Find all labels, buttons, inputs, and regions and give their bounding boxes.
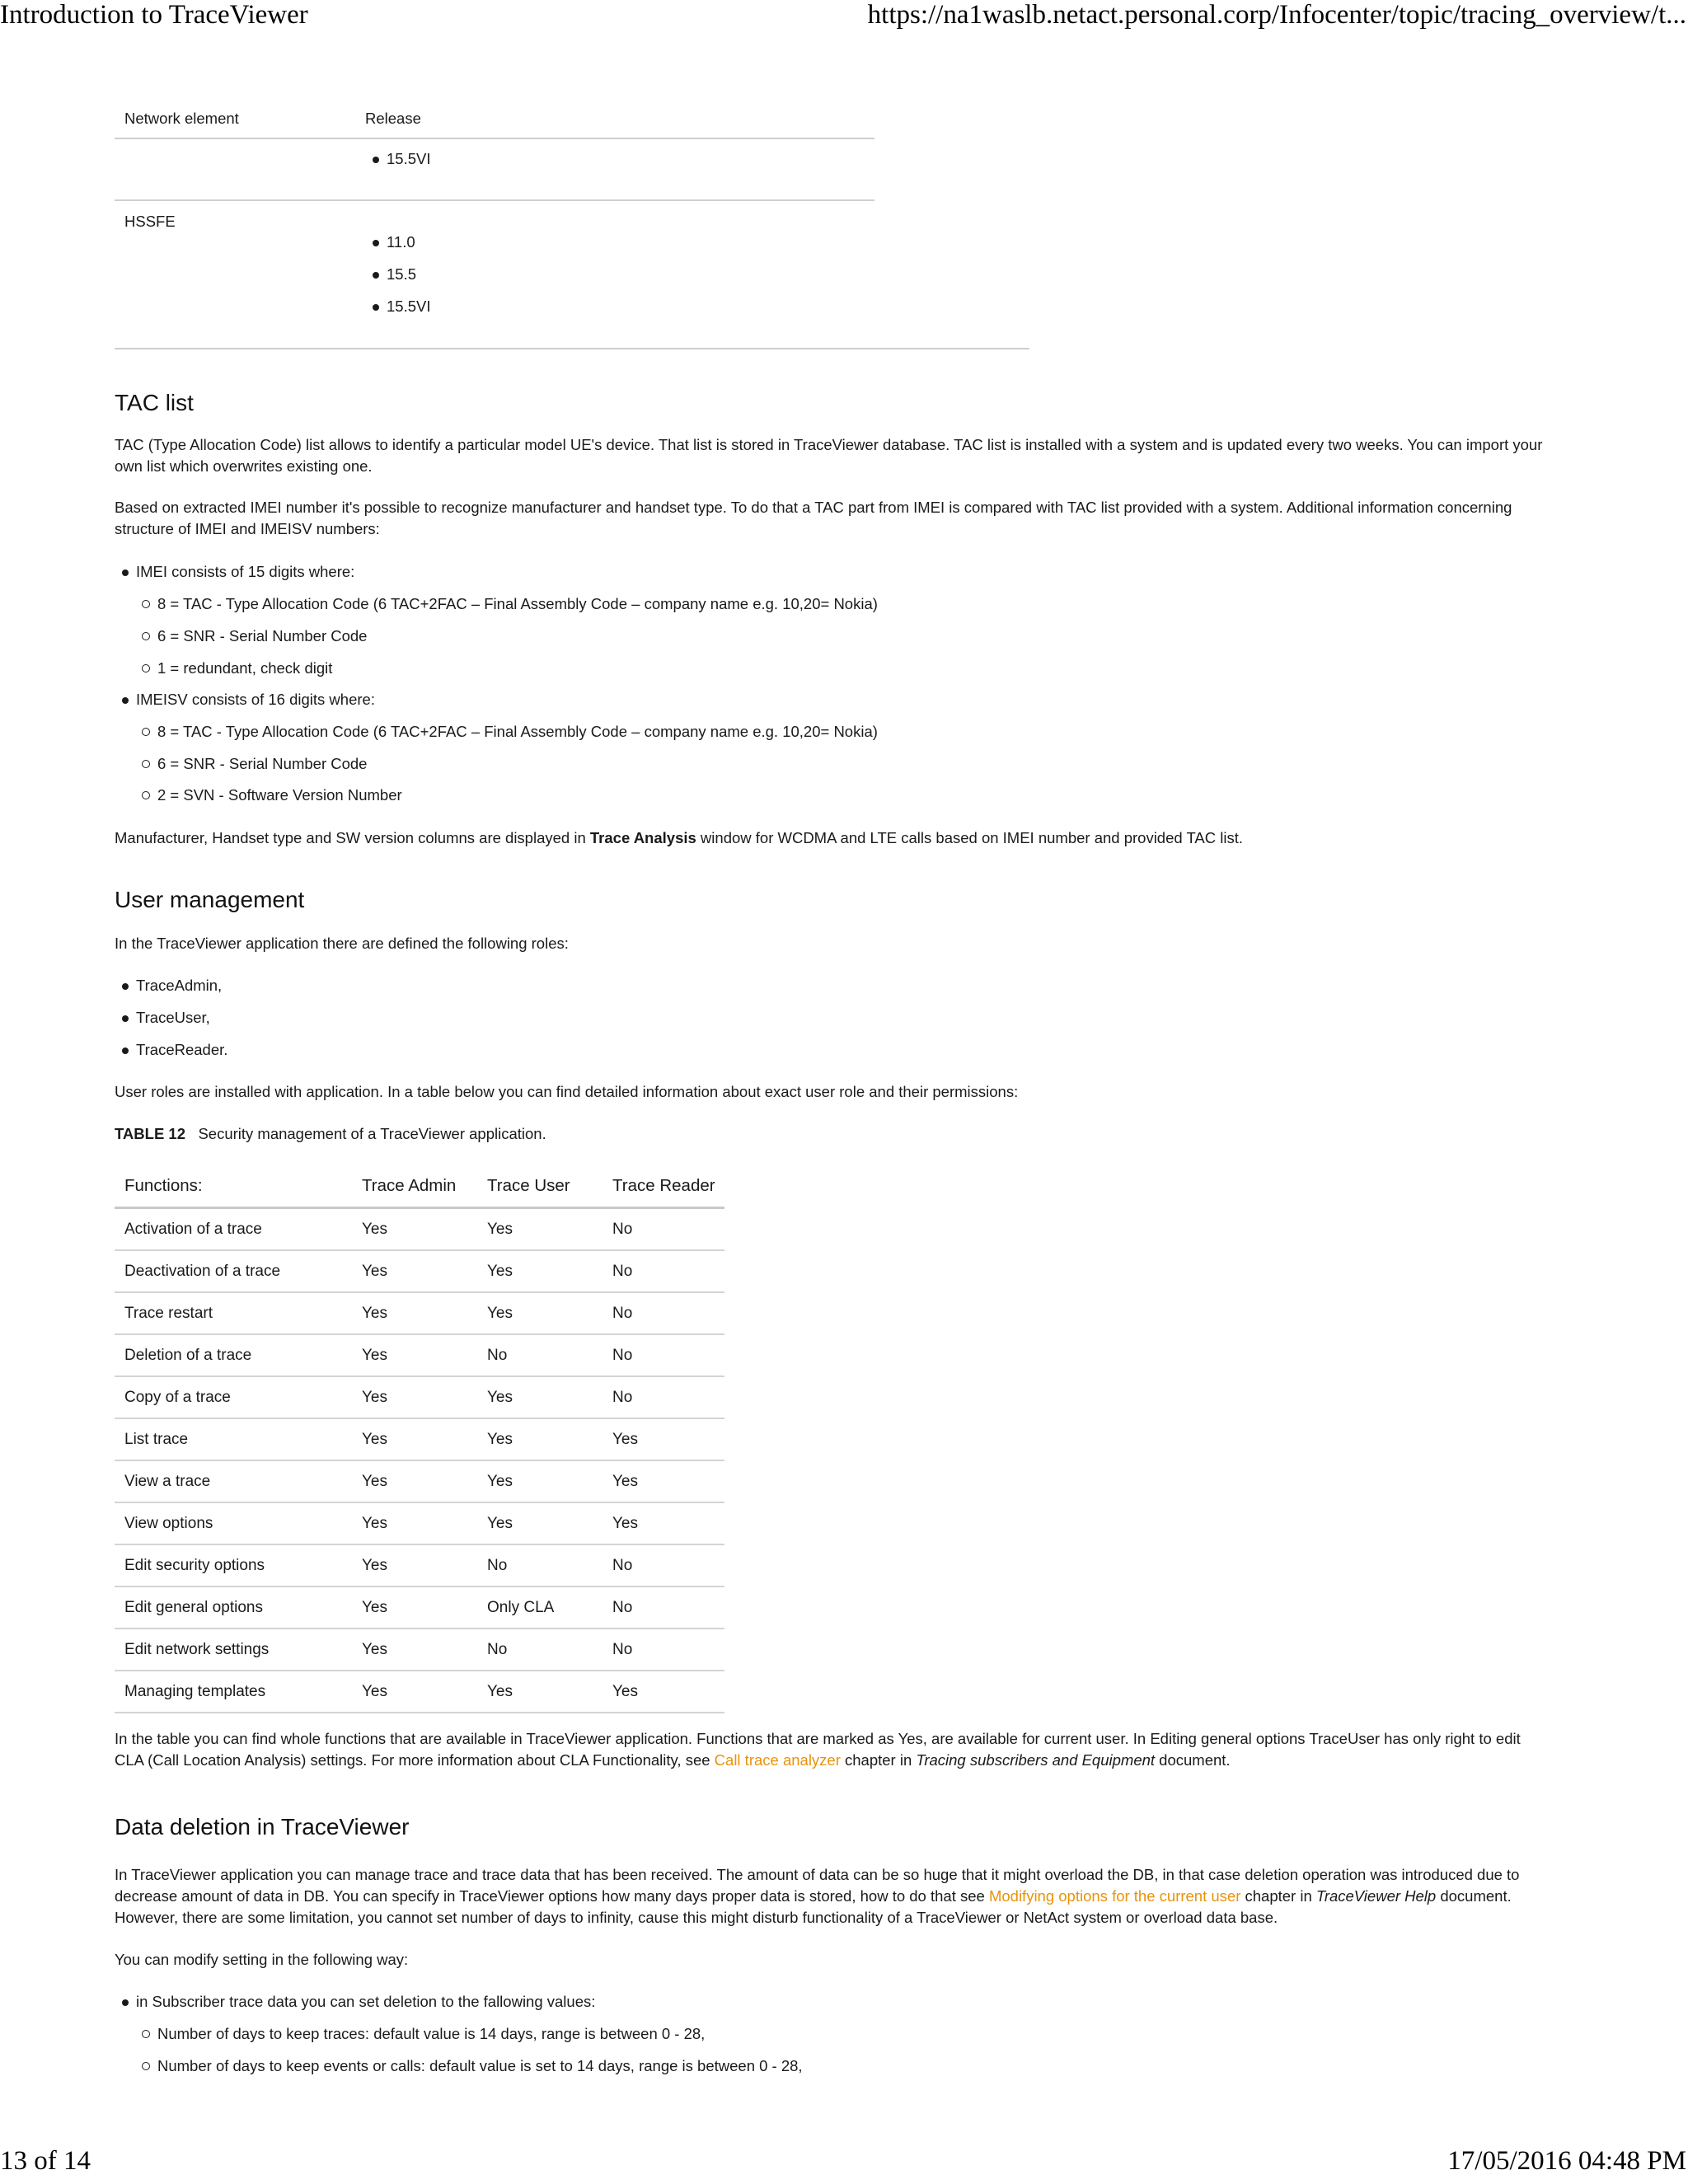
trace-reader-cell: Yes bbox=[603, 1671, 724, 1713]
function-cell: Deactivation of a trace bbox=[115, 1250, 352, 1292]
imei-sub-item: 1 = redundant, check digit bbox=[157, 658, 332, 679]
release-table-bottom-divider bbox=[115, 348, 1029, 349]
trace-admin-cell: Yes bbox=[352, 1376, 477, 1418]
user-roles-paragraph: User roles are installed with application. In a table below you can find detailed information about exact user role and their permissions: bbox=[115, 1083, 1019, 1100]
trace-reader-cell: No bbox=[603, 1629, 724, 1671]
table-row bbox=[115, 1418, 724, 1460]
trace-admin-cell: Yes bbox=[352, 1208, 477, 1251]
trace-admin-cell: Yes bbox=[352, 1460, 477, 1502]
deletion-sub-item: Number of days to keep events or calls: default value is set to 14 days, range is between 0 - 28, bbox=[157, 2055, 803, 2077]
table-row bbox=[115, 1629, 724, 1671]
imeisv-sub-item: 6 = SNR - Serial Number Code bbox=[157, 753, 367, 775]
table-row bbox=[115, 1292, 724, 1334]
deletion-sub-item: Number of days to keep traces: default value is 14 days, range is between 0 - 28, bbox=[157, 2023, 705, 2045]
trace-admin-cell: Yes bbox=[352, 1544, 477, 1586]
release-item: 15.5VI bbox=[387, 296, 431, 317]
trace-reader-cell: Yes bbox=[603, 1418, 724, 1460]
function-cell: Trace restart bbox=[115, 1292, 352, 1334]
function-cell: Edit security options bbox=[115, 1544, 352, 1586]
role-item: TraceAdmin, bbox=[136, 975, 222, 996]
trace-reader-cell: No bbox=[603, 1376, 724, 1418]
trace-user-cell: No bbox=[477, 1334, 603, 1376]
trace-reader-cell: No bbox=[603, 1250, 724, 1292]
deletion-bullet: in Subscriber trace data you can set deletion to the fallowing values: bbox=[136, 1991, 595, 2013]
modifying-options-link[interactable]: Modifying options for the current user bbox=[988, 1887, 1241, 1905]
security-table-header bbox=[115, 1165, 724, 1208]
table-row bbox=[115, 1502, 724, 1544]
imei-sub-item: 8 = TAC - Type Allocation Code (6 TAC+2FAC – Final Assembly Code – company name e.g. 10,20= Nokia) bbox=[157, 593, 878, 615]
trace-user-cell: Yes bbox=[477, 1208, 603, 1251]
trace-reader-cell: No bbox=[603, 1334, 724, 1376]
table-row bbox=[115, 1334, 724, 1376]
call-trace-analyzer-link[interactable]: Call trace analyzer bbox=[714, 1751, 841, 1769]
release-table-header-divider bbox=[115, 138, 874, 139]
trace-reader-cell: No bbox=[603, 1586, 724, 1629]
function-cell: View options bbox=[115, 1502, 352, 1544]
table-row bbox=[115, 1376, 724, 1418]
tac-paragraph-3: Manufacturer, Handset type and SW version columns are displayed in Trace Analysis window for WCDMA and LTE calls based on IMEI number and provided TAC list. bbox=[115, 829, 1243, 846]
imeisv-sub-item: 2 = SVN - Software Version Number bbox=[157, 785, 402, 806]
trace-user-cell: Yes bbox=[477, 1292, 603, 1334]
trace-reader-cell: No bbox=[603, 1292, 724, 1334]
trace-analysis-term: Trace Analysis bbox=[589, 829, 696, 846]
release-table-row-divider bbox=[115, 199, 874, 201]
tac-paragraph-1: TAC (Type Allocation Code) list allows to identify a particular model UE's device. That list is stored in TraceViewer database. TAC list is installed with a system and is updated every two weeks. You can import your own list which overwrites existing one. bbox=[115, 436, 1543, 475]
data-deletion-paragraph-1: In TraceViewer application you can manage trace and trace data that has been received. The amount of data can be so huge that it might overload the DB, in that case deletion operation was introduced due to decrease amount of data in DB. You can specify in TraceViewer options how many days proper data is stored, how to do that see Modifying options for the current user chapter in TraceViewer Help document. However, there are some limitation, you cannot set number of days to infinity, cause this might disturb functionality of a TraceViewer or NetAct system or overload data base. bbox=[115, 1866, 1520, 1926]
trace-admin-cell: Yes bbox=[352, 1250, 477, 1292]
document-reference: Tracing subscribers and Equipment bbox=[916, 1751, 1156, 1769]
column-header-trace-admin: Trace Admin bbox=[352, 1165, 477, 1208]
trace-admin-cell: Yes bbox=[352, 1502, 477, 1544]
trace-user-cell: Yes bbox=[477, 1376, 603, 1418]
release-table-header-release: Release bbox=[365, 110, 421, 127]
page-url: https://na1waslb.netact.personal.corp/Infocenter/topic/tracing_overview/t... bbox=[867, 0, 1686, 30]
imei-sub-item: 6 = SNR - Serial Number Code bbox=[157, 626, 367, 647]
function-cell: Managing templates bbox=[115, 1671, 352, 1713]
role-item: TraceReader. bbox=[136, 1039, 227, 1061]
role-item: TraceUser, bbox=[136, 1007, 210, 1029]
table-caption-text: Security management of a TraceViewer application. bbox=[198, 1125, 546, 1142]
function-cell: List trace bbox=[115, 1418, 352, 1460]
release-item: 15.5 bbox=[387, 264, 416, 285]
table-row bbox=[115, 1586, 724, 1629]
imeisv-sub-item: 8 = TAC - Type Allocation Code (6 TAC+2FAC – Final Assembly Code – company name e.g. 10,20= Nokia) bbox=[157, 721, 878, 743]
trace-user-cell: No bbox=[477, 1544, 603, 1586]
trace-user-cell: Yes bbox=[477, 1671, 603, 1713]
table-explanation-paragraph: In the table you can find whole functions that are available in TraceViewer application. Functions that are marked as Yes, are available for current user. In Editing general options TraceUser has only right to edit CLA (Call Location Analysis) settings. For more information about CLA Functionality, see Call trace analyzer chapter in Tracing subscribers and Equipment document. bbox=[115, 1730, 1521, 1769]
security-table bbox=[115, 1165, 724, 1713]
trace-reader-cell: No bbox=[603, 1208, 724, 1251]
release-table-header-element: Network element bbox=[124, 110, 239, 127]
document-reference: TraceViewer Help bbox=[1315, 1887, 1437, 1905]
page-number: 13 of 14 bbox=[0, 2146, 91, 2176]
table-row bbox=[115, 1208, 724, 1251]
trace-user-cell: Yes bbox=[477, 1418, 603, 1460]
trace-admin-cell: Yes bbox=[352, 1586, 477, 1629]
table-caption-number: TABLE 12 bbox=[115, 1125, 186, 1142]
function-cell: Copy of a trace bbox=[115, 1376, 352, 1418]
function-cell: View a trace bbox=[115, 1460, 352, 1502]
function-cell: Edit general options bbox=[115, 1586, 352, 1629]
imeisv-bullet: IMEISV consists of 16 digits where: bbox=[136, 689, 375, 710]
function-cell: Deletion of a trace bbox=[115, 1334, 352, 1376]
data-deletion-paragraph-2: You can modify setting in the following way: bbox=[115, 1951, 409, 1968]
trace-admin-cell: Yes bbox=[352, 1292, 477, 1334]
release-table-element-cell: HSSFE bbox=[124, 213, 176, 230]
data-deletion-heading: Data deletion in TraceViewer bbox=[115, 1814, 410, 1840]
print-footer bbox=[0, 2146, 1688, 2182]
document-title: Introduction to TraceViewer bbox=[0, 0, 308, 30]
table-row bbox=[115, 1250, 724, 1292]
trace-reader-cell: Yes bbox=[603, 1460, 724, 1502]
table-row bbox=[115, 1544, 724, 1586]
trace-reader-cell: Yes bbox=[603, 1502, 724, 1544]
table-row bbox=[115, 1460, 724, 1502]
trace-admin-cell: Yes bbox=[352, 1334, 477, 1376]
table-row bbox=[115, 1671, 724, 1713]
trace-admin-cell: Yes bbox=[352, 1629, 477, 1671]
trace-user-cell: Yes bbox=[477, 1460, 603, 1502]
trace-reader-cell: No bbox=[603, 1544, 724, 1586]
column-header-functions: Functions: bbox=[115, 1165, 352, 1208]
print-datetime: 17/05/2016 04:48 PM bbox=[1447, 2146, 1686, 2176]
trace-user-cell: Yes bbox=[477, 1502, 603, 1544]
tac-paragraph-2: Based on extracted IMEI number it's possible to recognize manufacturer and handset type. To do that a TAC part from IMEI is compared with TAC list provided with a system. Additional information concerning structure of IMEI and IMEISV numbers: bbox=[115, 499, 1512, 537]
column-header-trace-user: Trace User bbox=[477, 1165, 603, 1208]
column-header-trace-reader: Trace Reader bbox=[603, 1165, 724, 1208]
trace-user-cell: No bbox=[477, 1629, 603, 1671]
trace-user-cell: Only CLA bbox=[477, 1586, 603, 1629]
user-management-heading: User management bbox=[115, 887, 305, 912]
release-item: 15.5VI bbox=[387, 148, 431, 170]
table-caption bbox=[115, 1123, 1549, 1145]
tac-list-heading: TAC list bbox=[115, 390, 194, 415]
trace-user-cell: Yes bbox=[477, 1250, 603, 1292]
release-item: 11.0 bbox=[387, 232, 415, 253]
function-cell: Activation of a trace bbox=[115, 1208, 352, 1251]
function-cell: Edit network settings bbox=[115, 1629, 352, 1671]
imei-bullet: IMEI consists of 15 digits where: bbox=[136, 561, 354, 583]
user-management-intro: In the TraceViewer application there are defined the following roles: bbox=[115, 935, 569, 952]
print-header bbox=[0, 0, 1688, 36]
trace-admin-cell: Yes bbox=[352, 1671, 477, 1713]
trace-admin-cell: Yes bbox=[352, 1418, 477, 1460]
